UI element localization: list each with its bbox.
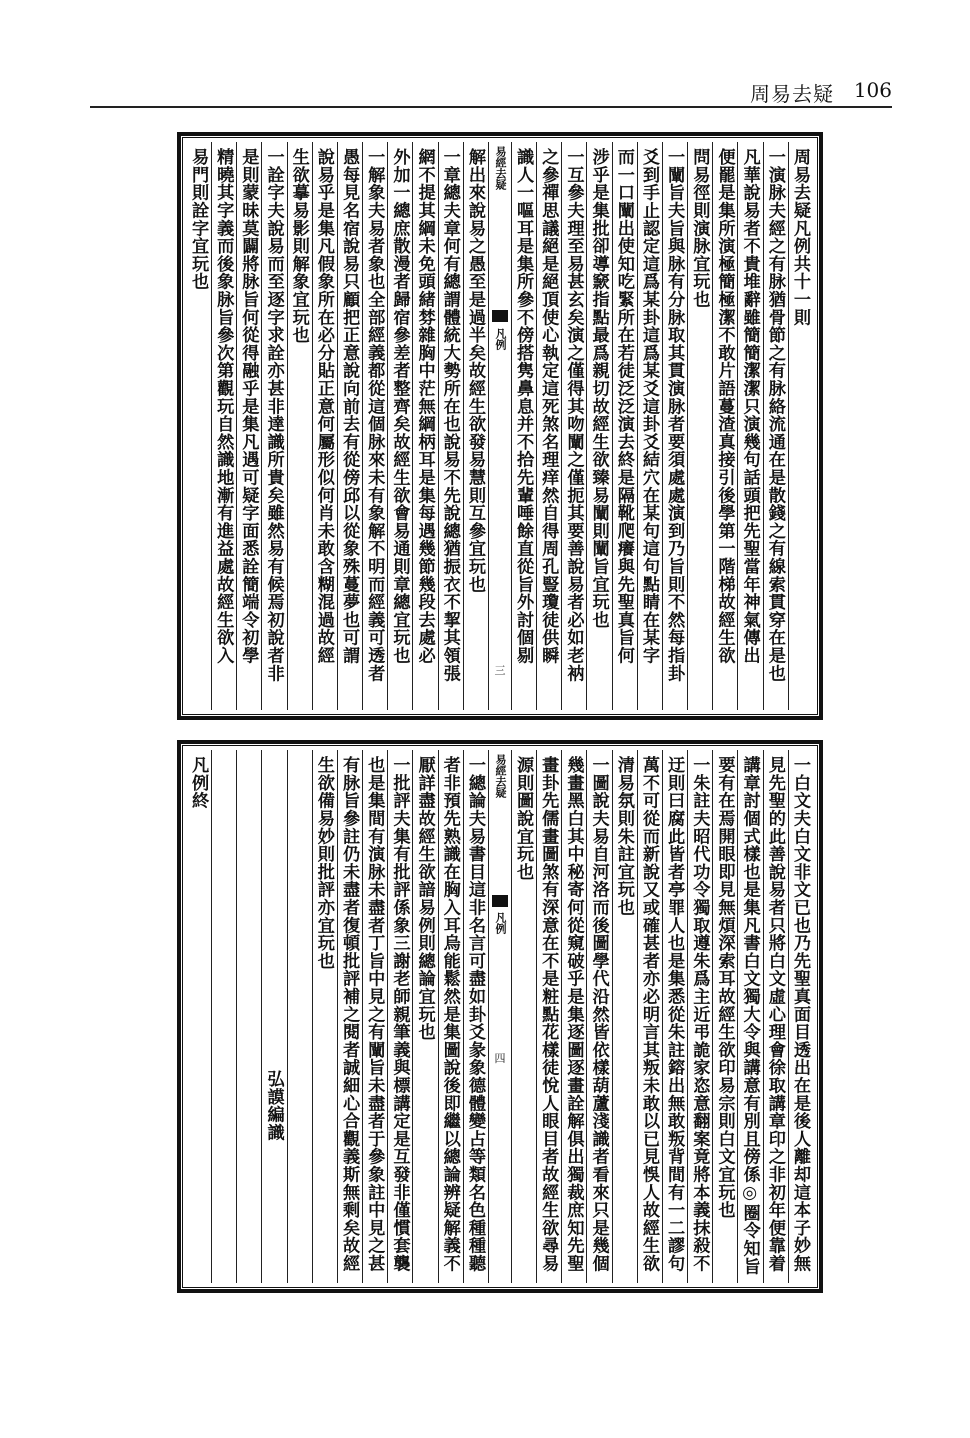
running-title: 周易去疑 <box>750 82 834 106</box>
text-column: 見先聖的此善說易者只將白文虛心理會徐取講章印之非初年便靠着 <box>763 750 788 1283</box>
fold-section: 凡例 <box>493 912 507 934</box>
text-column: 有脉旨參註仍未盡者復頓批評補之閱者誠細心合觀義斯無剩矣故經 <box>337 750 362 1283</box>
text-column: 爻到手止認定這爲某卦這爲某爻這卦爻結穴在某句這句點睛在某字 <box>637 142 662 710</box>
text-column: 之參禪思議絕是絕頂使心執定這死煞名理痒然自得周孔豎瓊徒供瞬 <box>536 142 561 710</box>
text-column: 厭詳盡故經生欲諳易例則總論宜玩也 <box>412 750 437 1283</box>
text-column: 源則圖說宜玩也 <box>511 750 536 1283</box>
text-column: 易門則詮字宜玩也 <box>188 148 209 291</box>
fold-title: 易經去疑 <box>493 146 507 190</box>
text-column: 一總論夫易書目這非名言可盡如卦爻彖象德體變占等類名色種種聽 <box>463 750 488 1283</box>
fold-title: 易經去疑 <box>493 754 507 798</box>
fish-tail-mark <box>492 895 508 907</box>
text-column: 外加一總庶散漫者歸宿參差者整齊矣故經生欲會易通則章總宜玩也 <box>387 142 412 710</box>
text-column: 一批評夫集有批評係象三謝老師親筆義與標講定是互發非僅慣套襲 <box>387 750 412 1283</box>
header-rule <box>90 106 892 108</box>
text-column: 生欲摹易影則解象宜玩也 <box>287 142 312 710</box>
text-column <box>211 750 236 1283</box>
text-column: 說易乎是集凡假象所在必分貼正意何屬形似何肖未敢含糊混過故經 <box>312 142 337 710</box>
text-columns-bottom <box>187 750 813 1283</box>
text-column: 迂則曰腐此皆者亭罪人也是集悉從朱註鎔出無敢叛背間有一二謬句 <box>662 750 687 1283</box>
text-columns-top <box>187 142 813 710</box>
colophon-end-column: 凡例終 <box>188 756 209 810</box>
editor-signature-column: 弘謨編識 <box>261 750 286 1283</box>
text-column: 幾畫黑白其中秘寄何從窺破乎是集逐圖逐畫詮解俱出獨裁庶知先聖 <box>561 750 586 1283</box>
text-column: 生欲備易妙則批評亦宜玩也 <box>312 750 337 1283</box>
text-column: 也是集間有演脉未盡者丁旨中見之有闡旨未盡者于參象註中見之甚 <box>362 750 387 1283</box>
fish-tail-mark <box>492 310 508 322</box>
woodblock-page-bottom <box>177 740 823 1293</box>
text-column: 一詮字夫說易而至逐字求詮亦甚非達識所貴矣雖然易有候焉初說者非 <box>261 142 286 710</box>
text-column: 解出來說易之愚至是過半矣故經生欲發易慧則互參宜玩也 <box>463 142 488 710</box>
text-column: 者非預先熟識在胸入耳烏能鬆然是集圖說後即繼以總論辨疑解義不 <box>438 750 463 1283</box>
text-column: 萬不可從而新說又或確甚者亦必明言其叛未敢以已見悞人故經生欲 <box>637 750 662 1283</box>
fold-column <box>488 750 511 1283</box>
fold-page-number: 四 <box>494 1052 506 1065</box>
text-column: 一章總夫章何有總謂體統大勢所在也說易不先說總猶振衣不挈其領張 <box>438 142 463 710</box>
text-column: 要有在焉開眼即見無煩深索耳故經生欲印易宗則白文宜玩也 <box>712 750 737 1283</box>
text-column: 一圖說夫易自河洛而後圖學代沿然皆依樣葫蘆淺識者看來只是幾個 <box>586 750 611 1283</box>
text-column: 一朱註夫昭代功令獨取遵朱爲主近弔詭家恣意翻案竟將本義抹殺不 <box>687 750 712 1283</box>
text-column: 一闡旨夫旨與脉有分脉取其貫演脉者要須處處演到乃旨則不然每指卦 <box>662 142 687 710</box>
text-column <box>236 750 261 1283</box>
text-column: 周易去疑凡例共十一則 <box>788 142 813 710</box>
fold-section: 凡例 <box>493 328 507 350</box>
fold-column <box>488 142 511 710</box>
text-column: 涉乎是集批卻導窾指點最爲親切故經生欲臻易闡則闡旨宜玩也 <box>586 142 611 710</box>
text-column: 凡華說易者不貴堆辭雖簡簡潔潔只演幾句話頭把先聖當年神氣傳出 <box>737 142 762 710</box>
text-column: 一演脉夫經之有脉猶骨節之有脉絡流通在是散錢之有線索貫穿在是也 <box>763 142 788 710</box>
text-column: 而一口闡出使知吃緊所在若徒泛泛演去終是隔靴爬癢與先聖真旨何 <box>612 142 637 710</box>
text-column: 是則蒙昧莫闢將脉旨何從得融乎是集凡遇可疑字面悉詮簡端令初學 <box>236 142 261 710</box>
text-column: 精曉其字義而後象脉旨參次第觀玩自然識地漸有進益處故經生欲入 <box>211 142 236 710</box>
text-column: 清易氛則朱註宜玩也 <box>612 750 637 1283</box>
text-column: 一解象夫易者象也全部經義都從這個脉來未有象解不明而經義可透者 <box>362 142 387 710</box>
text-column: 便罷是集所演極簡極潔不敢片語蔓渣真接引後學第一階梯故經生欲 <box>712 142 737 710</box>
text-column <box>287 750 312 1283</box>
text-column: 講章討個式樣也是集凡書白文獨大令與講意有別且傍係◎圈令知旨 <box>737 750 762 1283</box>
text-column: 畫卦先儒畫圖煞有深意在不是粧點花樣徒悅人眼目者故經生欲尋易 <box>536 750 561 1283</box>
text-column: 一白文夫白文非文已也乃先聖真面目透出在是後人離却這本子妙無 <box>788 750 813 1283</box>
running-header <box>90 76 892 106</box>
fold-page-number: 三 <box>494 664 506 677</box>
text-column: 愚每見名宿說易只顧把正意說向前去有從傍邱以從象殊蔓夢也可謂 <box>337 142 362 710</box>
page-number: 106 <box>853 78 892 102</box>
woodblock-page-top <box>177 132 823 720</box>
text-column: 網不提其綱未免頭緒棼雜胸中茫無綱柄耳是集每遇幾節幾段去處必 <box>412 142 437 710</box>
text-column: 識人一嘔耳是集所參不傍搭隽鼻息并不拾先輩唾餘直從旨外討個剔 <box>511 142 536 710</box>
text-column: 一互參夫理至易甚玄矣演之僅得其吻闡之僅扼其要善說易者必如老衲 <box>561 142 586 710</box>
text-column: 問易徑則演脉宜玩也 <box>687 142 712 710</box>
